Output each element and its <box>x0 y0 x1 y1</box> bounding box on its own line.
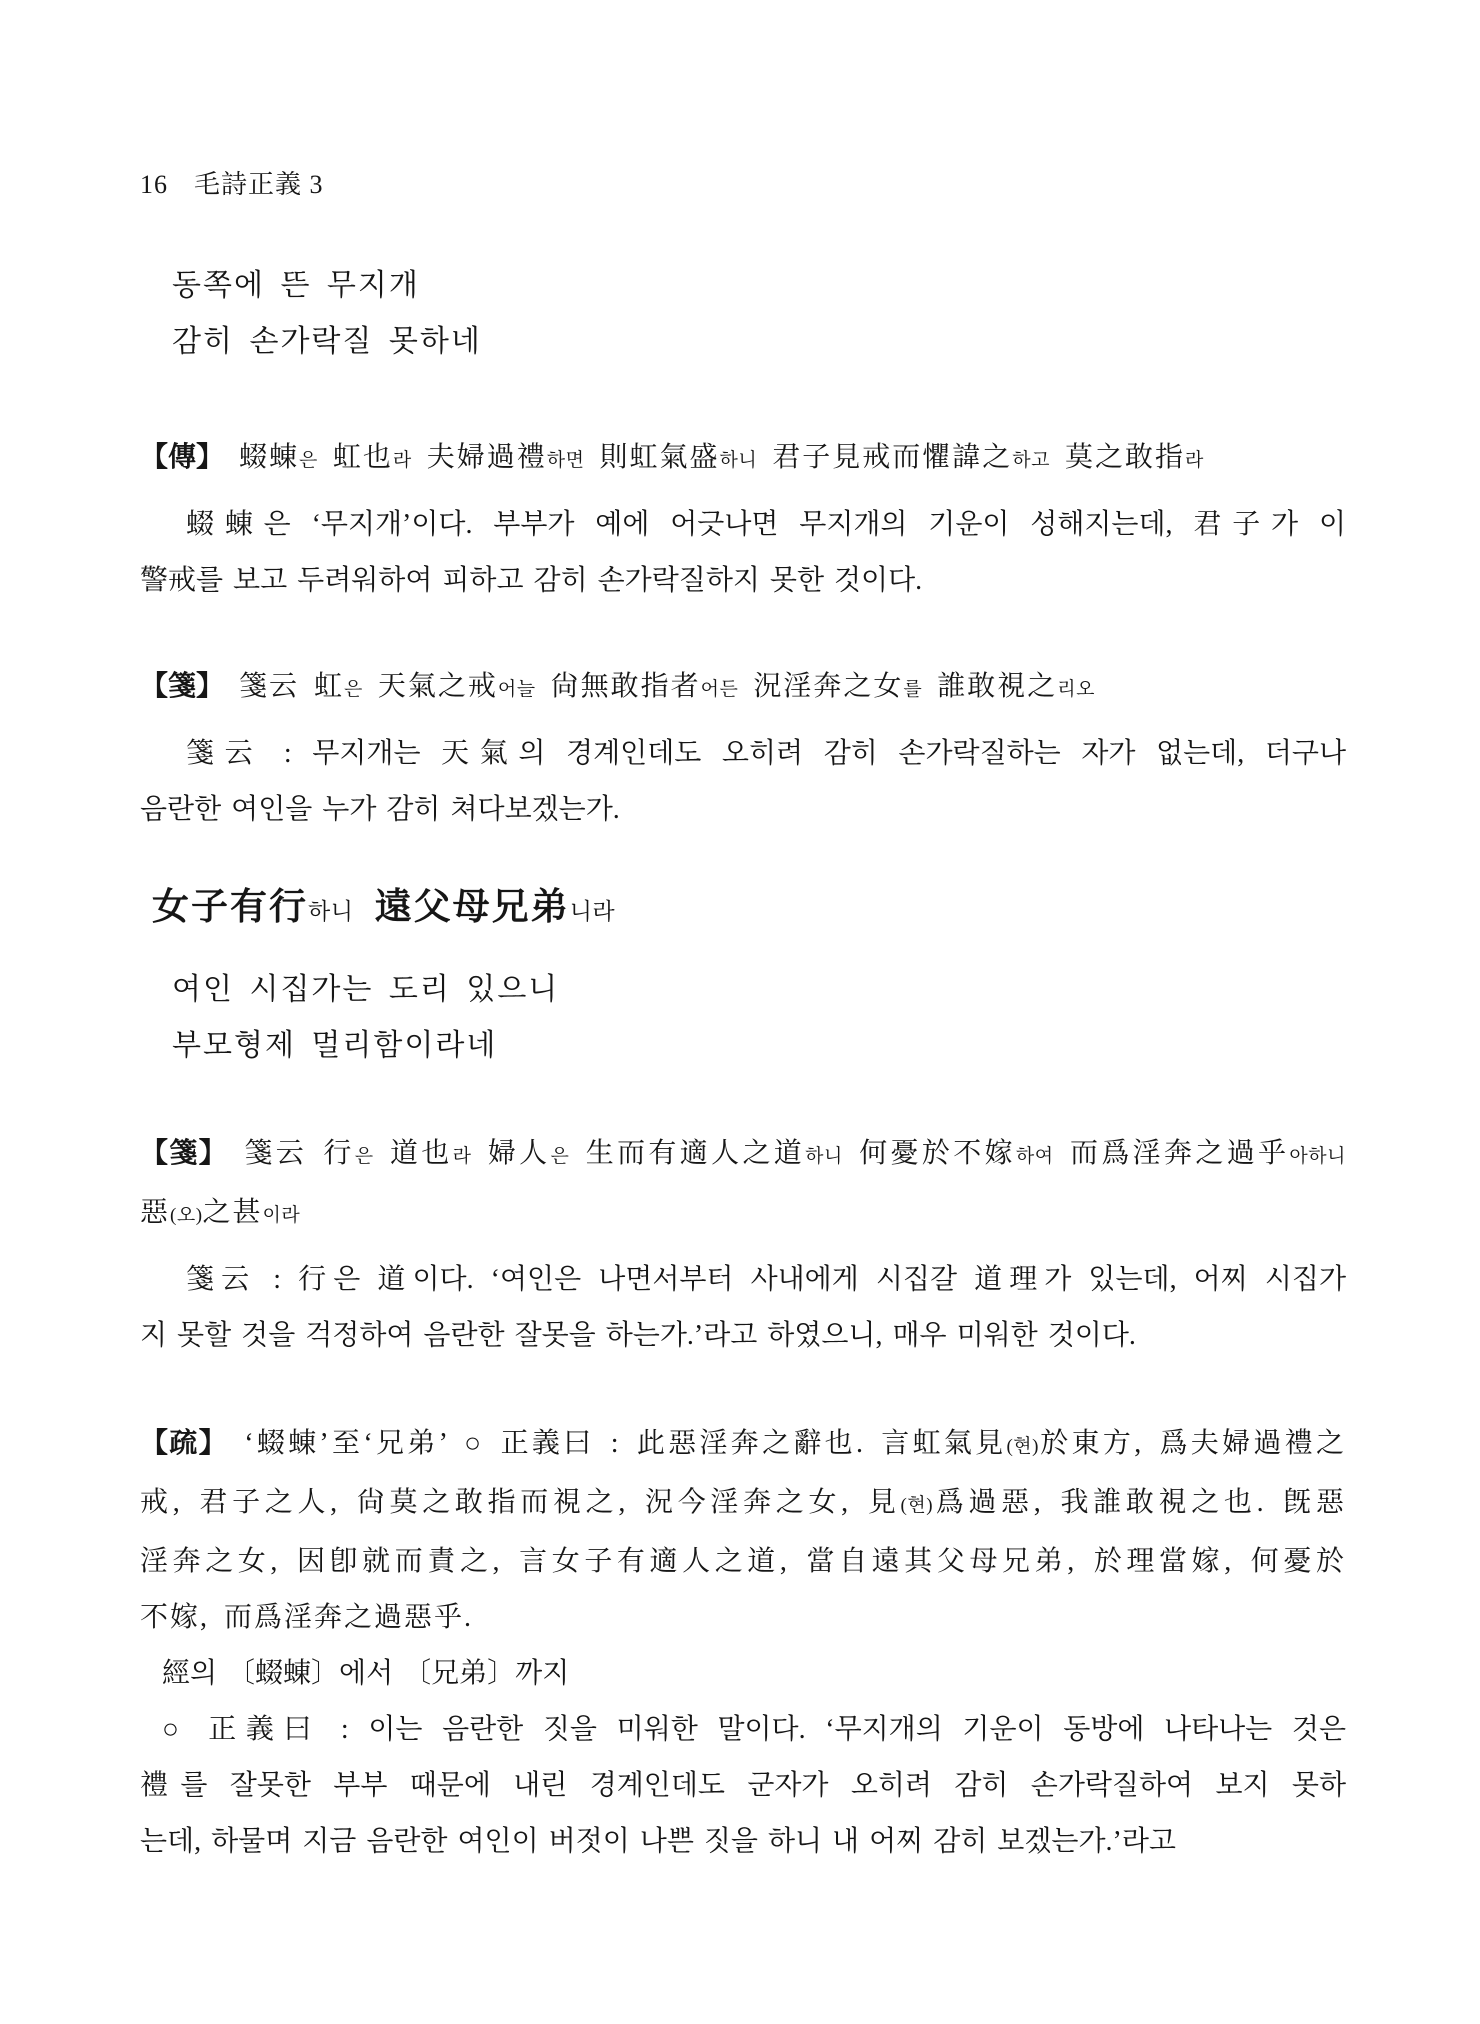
commentary-label: 【箋】 <box>140 1138 229 1169</box>
hanja-text: 天氣之戒 <box>362 671 498 702</box>
hanja-text: 君子見戒而懼諱之 <box>757 442 1013 473</box>
scope-line: 經의 〔蝃蝀〕에서 〔兄弟〕까지 <box>162 1658 570 1689</box>
gloss-text: 어든 <box>700 679 739 700</box>
jeon-commentary-block <box>140 430 1346 609</box>
translation-line: 는데, 하물며 지금 음란한 여인이 버젓이 나쁜 짓을 하니 내 어찌 감히 보겠는가.’라고 <box>140 1826 1176 1857</box>
gloss-text: (오) <box>170 1205 203 1226</box>
hanja-text: 而爲淫奔之過乎 <box>1053 1138 1290 1169</box>
hanja-text: 之甚 <box>202 1197 263 1228</box>
gloss-text: 를 <box>903 679 923 700</box>
hanja-text: 遠父母兄弟 <box>353 887 570 928</box>
jian-translation <box>140 1252 1346 1364</box>
hanja-text: 箋云 虹 <box>224 671 345 702</box>
hanja-text: 不嫁, 而爲淫奔之過惡乎. <box>140 1602 474 1633</box>
section-heading <box>152 882 1346 938</box>
hanja-text: 生而有適人之道 <box>569 1138 806 1169</box>
hanja-text: 蝃蝀 <box>224 442 300 473</box>
hanja-text: 戒, 君子之人, 尙莫之敢指而視之, 況今淫奔之女, 見 <box>140 1487 901 1518</box>
translation-line: 지 못할 것을 걱정하여 음란한 잘못을 하는가.’라고 하였으니, 매우 미워한 것이다. <box>140 1320 1136 1351</box>
gloss-text: 하고 <box>1012 450 1050 471</box>
hanja-text: 婦人 <box>471 1138 551 1169</box>
jian-commentary-block-2 <box>140 1126 1346 1364</box>
translation-line: 음란한 여인을 누가 감히 쳐다보겠는가. <box>140 794 620 825</box>
translation-line: 箋云 : 무지개는 天氣의 경계인데도 오히려 감히 손가락질하는 자가 없는데, 더구나 <box>186 738 1346 769</box>
hanja-text: 莫之敢指 <box>1049 442 1185 473</box>
gloss-text: 하니 <box>719 450 758 471</box>
jian-commentary-block-1 <box>140 659 1346 838</box>
hanja-text: ‘蝃蝀’至‘兄弟’ ○ 正義曰 : 此惡淫奔之辭也. 言虹氣見 <box>227 1428 1007 1459</box>
gloss-text: 리오 <box>1057 679 1095 700</box>
verse-line: 여인 시집가는 도리 있으니 <box>172 973 560 1006</box>
gloss-text: 은 <box>344 679 363 700</box>
verse-line: 부모형제 멀리함이라네 <box>172 1029 498 1062</box>
hanja-text: 尙無敢指者 <box>535 671 701 702</box>
hanja-text: 淫奔之女, 因卽就而責之, 言女子有適人之道, 當自遠其父母兄弟, 於理當嫁, 何憂於 <box>140 1546 1346 1577</box>
hanja-text: 則虹氣盛 <box>584 442 720 473</box>
translation-line: ○ 正義曰 : 이는 음란한 짓을 미워한 말이다. ‘무지개의 기운이 동방에 나타나는 것은 <box>162 1714 1346 1745</box>
gloss-text: 은 <box>354 1146 374 1167</box>
gloss-text: 하면 <box>546 450 585 471</box>
gloss-text: 라 <box>452 1146 472 1167</box>
verse-line: 감히 손가락질 못하네 <box>172 325 482 358</box>
jeon-classical-line <box>140 430 1346 489</box>
so-commentary-block <box>140 1416 1346 1870</box>
hanja-text: 虹也 <box>317 442 393 473</box>
hanja-text: 道也 <box>373 1138 453 1169</box>
gloss-text: (현) <box>1006 1436 1039 1457</box>
so-classical-line <box>140 1590 1346 1646</box>
commentary-label: 【箋】 <box>140 671 225 702</box>
commentary-label: 【疏】 <box>140 1428 228 1459</box>
translation-line: 蝃蝀은 ‘무지개’이다. 부부가 예에 어긋나면 무지개의 기운이 성해지는데, 君子가 이 <box>186 509 1346 540</box>
hanja-text: 於東方, 爲夫婦過禮之 <box>1039 1428 1346 1459</box>
book-title: 毛詩正義 3 <box>194 170 324 199</box>
gloss-text: 어늘 <box>497 679 536 700</box>
jian-classical-line <box>140 1126 1346 1185</box>
gloss-text: (현) <box>900 1495 934 1516</box>
jian-classical-line <box>140 659 1346 718</box>
gloss-text: 하여 <box>1015 1146 1054 1167</box>
gloss-text: 이라 <box>262 1205 301 1226</box>
jeon-translation <box>140 497 1346 609</box>
hanja-text: 況淫奔之女 <box>738 671 904 702</box>
gloss-text: 은 <box>550 1146 570 1167</box>
translation-line: 箋云 : 行은 道이다. ‘여인은 나면서부터 사내에게 시집갈 道理가 있는데, 어찌 시집가 <box>186 1264 1346 1295</box>
gloss-text: 라 <box>1184 450 1204 471</box>
jian-classical-line <box>140 1185 1346 1244</box>
gloss-text: 은 <box>299 450 318 471</box>
hanja-text: 夫婦過禮 <box>411 442 547 473</box>
page-number: 16 <box>140 170 168 199</box>
gloss-text: 아하니 <box>1289 1146 1346 1167</box>
translation-line: 警戒를 보고 두려워하여 피하고 감히 손가락질하지 못한 것이다. <box>140 565 923 596</box>
verse-block-2 <box>140 962 1346 1074</box>
gloss-text: 하니 <box>308 899 354 924</box>
hanja-text: 誰敢視之 <box>922 671 1058 702</box>
page-header <box>140 170 1346 200</box>
jian-translation <box>140 726 1346 838</box>
verse-line: 동쪽에 뜬 무지개 <box>172 269 420 302</box>
so-classical-line <box>140 1416 1346 1475</box>
commentary-label: 【傳】 <box>140 442 225 473</box>
gloss-text: 라 <box>392 450 412 471</box>
hanja-text: 女子有行 <box>152 887 308 928</box>
gloss-text: 니라 <box>569 899 616 924</box>
hanja-text: 箋云 行 <box>228 1138 355 1169</box>
hanja-text: 爲過惡, 我誰敢視之也. 旣惡 <box>933 1487 1346 1518</box>
so-translation <box>140 1702 1346 1870</box>
gloss-text: 하니 <box>805 1146 843 1167</box>
translation-line: 禮를 잘못한 부부 때문에 내린 경계인데도 군자가 오히려 감히 손가락질하여 보지 못하 <box>140 1770 1346 1801</box>
hanja-text: 何憂於不嫁 <box>842 1138 1016 1169</box>
hanja-text: 惡 <box>140 1197 171 1228</box>
so-classical-line <box>140 1475 1346 1534</box>
so-classical-line <box>140 1534 1346 1590</box>
verse-block-1 <box>140 258 1346 370</box>
